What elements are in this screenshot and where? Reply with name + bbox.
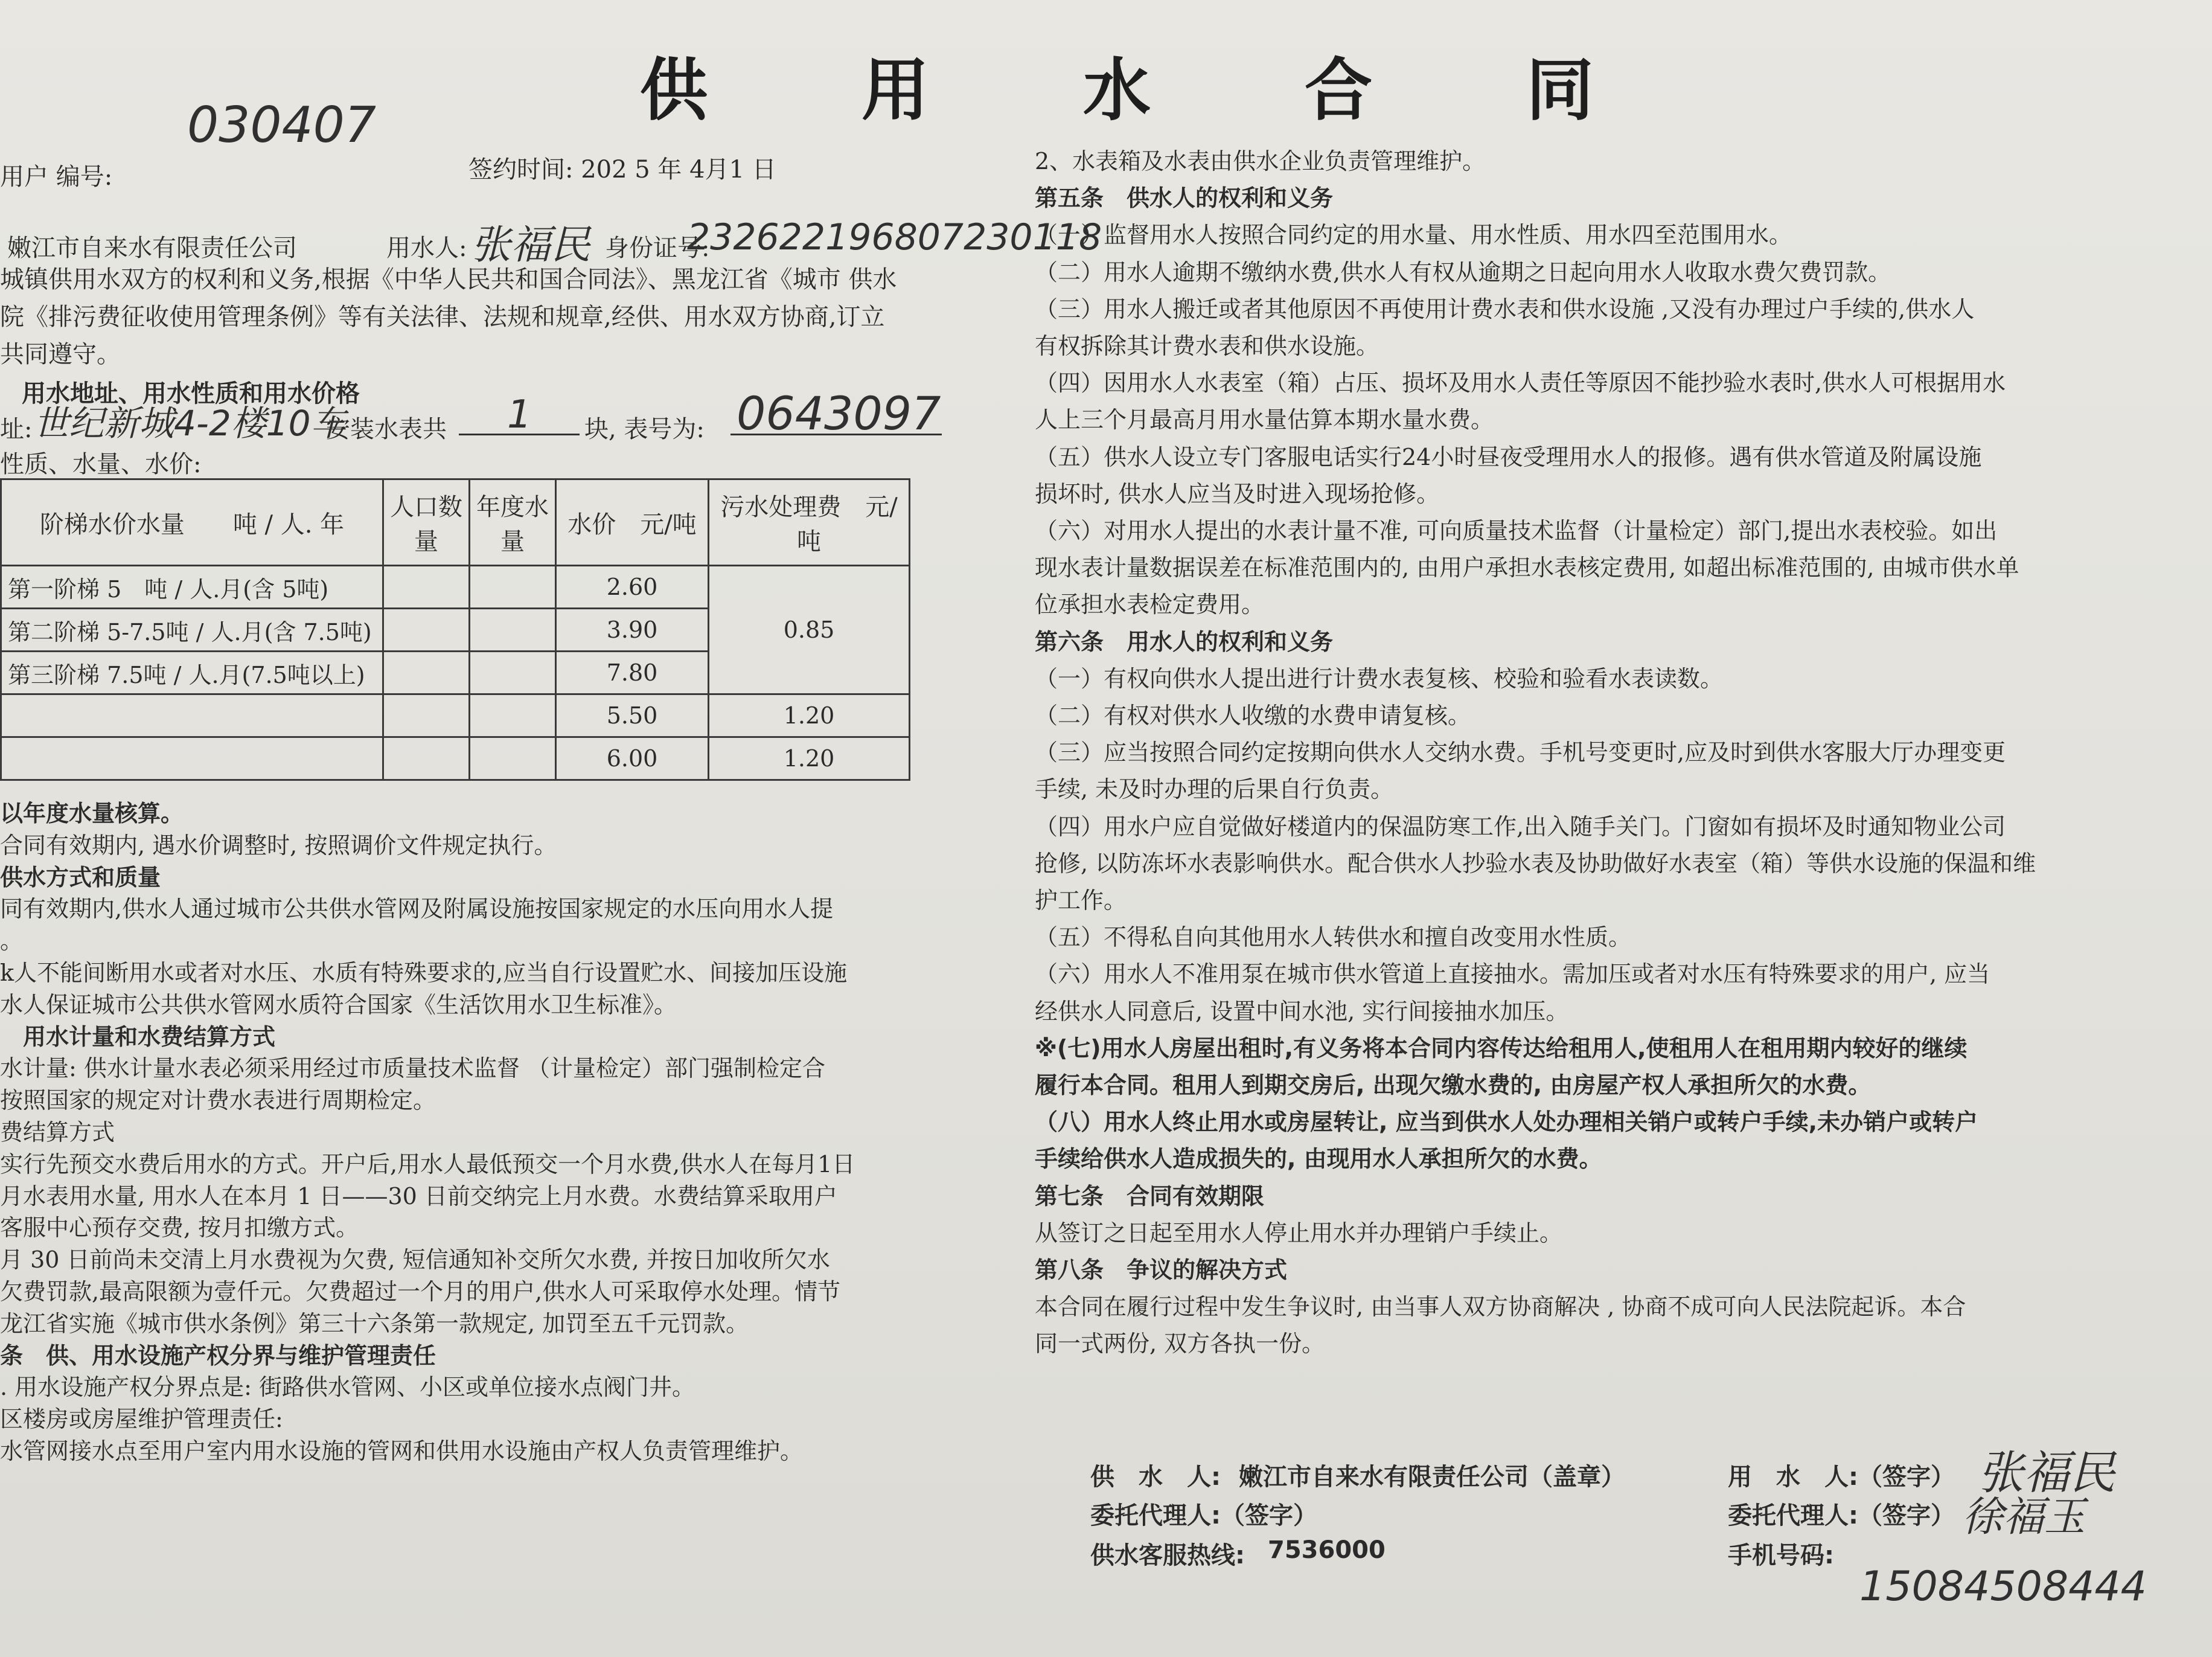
phone-handwritten: 15084508444 [1859,1563,2147,1611]
hotline-number: 7536000 [1268,1536,1386,1564]
id-number-handwritten: 232622196807230118 [687,216,1102,258]
clause-line: . 用水设施产权分界点是: 街路供水管网、小区或单位接水点阀门井。 [0,1374,695,1401]
meter-count-handwritten: 1 [507,393,532,437]
table-row [1,694,910,737]
clause-line: 月 30 日前尚未交清上月水费视为欠费, 短信通知补交所欠水费, 并按日加收所欠水 [0,1246,830,1274]
tier-cell: 第二阶梯 5-7.5吨 / 人.月(含 7.5吨) [1,609,383,652]
meter-number-label: 块, 表号为: [584,415,705,443]
phone-label: 手机号码: [1728,1542,1834,1569]
supplier-value: 嫩江市自来水有限责任公司（盖章） [1239,1463,1625,1491]
intro-line: 共同遵守。 [0,341,121,368]
clause-heading: 履行本合同。租用人到期交房后, 出现欠缴水费的, 由房屋产权人承担所欠的水费。 [1035,1072,1872,1098]
clause-line: （一）有权向供水人提出进行计费水表复核、校验和验看水表读数。 [1035,665,1724,692]
user-name-handwritten: 张福民 [471,222,590,268]
clause-line: （二）有权对供水人收缴的水费申请复核。 [1035,702,1471,729]
clause-line: 龙江省实施《城市供水条例》第三十六条第一款规定, 加罚至五千元罚款。 [0,1310,749,1337]
user-label: 用水人: [386,234,467,262]
price-cell: 2.60 [556,566,709,609]
user-number-label: 用户 编号: [0,163,113,191]
clause-line: 水人保证城市公共供水管网水质符合国家《生活饮用水卫生标准》。 [0,991,677,1018]
clause-line: 损坏时, 供水人应当及时进入现场抢修。 [1035,480,1440,507]
clause-line: 区楼房或房屋维护管理责任: [0,1406,283,1433]
clause-heading: 以年度水量核算。 [0,800,184,827]
clause-line: 同有效期内,供水人通过城市公共供水管网及附属设施按国家规定的水压向用水人提 [0,896,834,923]
clause-heading: 条 供、用水设施产权分界与维护管理责任 [0,1342,436,1369]
id-label: 身份证号: [605,234,710,262]
clause-line: 水计量: 供水计量水表必须采用经过市质量技术监督 （计量检定）部门强制检定合 [0,1055,825,1082]
population-cell [383,652,470,694]
price-cell: 7.80 [556,652,709,694]
clause-line: （六）对用水人提出的水表计量不准, 可向质量技术监督（计量检定）部门,提出水表校验。如出 [1035,518,1998,544]
table-header: 人口数量 [383,479,470,566]
population-cell [383,566,470,609]
supplier-agent-label: 委托代理人:（签字） [1090,1502,1317,1530]
page-title: 供 用 水 合 同 [640,51,1659,130]
meter-number-handwritten: 0643097 [737,386,941,440]
clause-line: 护工作。 [1035,887,1127,914]
nature-label: 性质、水量、水价: [0,450,202,478]
population-cell [383,694,470,737]
clause-line: 抢修, 以防冻坏水表影响供水。配合供水人抄验水表及协助做好水表室（箱）等供水设施的保温和维 [1035,850,2036,877]
clause-heading: ※(七)用水人房屋出租时,有义务将本合同内容传达给租用人,使租用人在租用期内较好的继续 [1035,1034,1967,1062]
clause-heading: 供水方式和质量 [0,864,161,891]
price-cell: 6.00 [556,737,709,780]
tier-cell [1,694,383,737]
price-cell: 3.90 [556,609,709,652]
user-agent-signature-handwritten: 徐福玉 [1962,1493,2086,1541]
sewage-cell: 0.85 [709,566,910,694]
sewage-cell: 1.20 [709,737,910,780]
supplier-label: 供 水 人: [1090,1463,1221,1491]
clause-heading: 第六条 用水人的权利和义务 [1035,628,1334,655]
intro-line: 院《排污费征收使用管理条例》等有关法律、法规和规章,经供、用水双方协商,订立 [0,303,885,331]
clause-line: 合同有效期内, 遇水价调整时, 按照调价文件规定执行。 [0,832,557,859]
clause-line: 同一式两份, 双方各执一份。 [1035,1330,1325,1357]
table-row [1,566,910,609]
clause-line: 从签订之日起至用水人停止用水并办理销户手续止。 [1035,1219,1563,1246]
address-handwritten: 世纪新城4-2楼10车 [34,403,346,444]
clause-line: （六）用水人不准用泵在城市供水管道上直接抽水。需加压或者对水压有特殊要求的用户, 应当 [1035,961,1990,988]
clause-line: 月水表用水量, 用水人在本月 1 日——30 日前交纳完上月水费。水费结算采取用户 [0,1182,837,1210]
clause-line: k人不能间断用水或者对水压、水质有特殊要求的,应当自行设置贮水、间接加压设施 [0,960,848,986]
table-header: 污水处理费 元/吨 [709,479,910,566]
clause-line: 本合同在履行过程中发生争议时, 由当事人双方协商解决 , 协商不成可向人民法院起诉。本合 [1035,1293,1966,1321]
clause-line: 人上三个月最高月用水量估算本期水量水费。 [1035,406,1494,434]
clause-heading: 第五条 供水人的权利和义务 [1035,185,1334,212]
user-agent-label: 委托代理人:（签字） [1728,1502,1955,1530]
company-name: 嫩江市自来水有限责任公司 [7,234,297,262]
population-cell [383,609,470,652]
user-signature-handwritten: 张福民 [1978,1446,2115,1499]
clause-line: 。 [0,928,24,955]
clause-heading: （八）用水人终止用水或房屋转让, 应当到供水人处办理相关销户或转户手续,未办销户或转户 [1035,1109,1978,1136]
clause-line: （四）因用水人水表室（箱）占压、损坏及用水人责任等原因不能抄验水表时,供水人可根据用水 [1035,370,2006,397]
annual-volume-cell [470,737,556,780]
clause-line: 水管网接水点至用户室内用水设施的管网和供用水设施由产权人负责管理维护。 [0,1438,804,1464]
table-row [1,737,910,780]
clause-line: （三）应当按照合同约定按期向供水人交纳水费。手机号变更时,应及时到供水客服大厅办理变更 [1035,739,2006,766]
clause-line: 现水表计量数据误差在标准范围内的, 由用户承担水表核定费用, 如超出标准范围的, 由城市供水单 [1035,554,2019,582]
annual-volume-cell [470,566,556,609]
clause-line: 按照国家的规定对计费水表进行周期检定。 [0,1087,436,1114]
clause-line: （一）监督用水人按照合同约定的用水量、用水性质、用水四至范围用水。 [1035,222,1792,249]
clause-line: 手续, 未及时办理的后果自行负责。 [1035,776,1394,803]
table-header-row [1,479,910,566]
clause-line: （三）用水人搬迁或者其他原因不再使用计费水表和供水设施 ,又没有办理过户手续的,供水人 [1035,295,1975,322]
clause-line: 2、水表箱及水表由供水企业负责管理维护。 [1035,148,1486,175]
price-cell: 5.50 [556,694,709,737]
tier-cell: 第一阶梯 5 吨 / 人.月(含 5吨) [1,566,383,609]
clause-line: （五）不得私自向其他用水人转供水和擅自改变用水性质。 [1035,924,1632,951]
clause-line: 有权拆除其计费水表和供水设施。 [1035,333,1379,359]
meter-count-label: 安装水表共 [326,415,447,443]
population-cell [383,737,470,780]
clause-heading: 第七条 合同有效期限 [1035,1182,1265,1210]
clause-line: 客服中心预存交费, 按月扣缴方式。 [0,1214,359,1242]
clause-line: 经供水人同意后, 设置中间水池, 实行间接抽水加压。 [1035,998,1569,1025]
user-sign-label: 用 水 人:（签字） [1728,1463,1955,1491]
price-table [0,478,910,781]
tier-cell [1,737,383,780]
clause-line: （五）供水人设立专门客服电话实行24小时昼夜受理用水人的报修。遇有供水管道及附属设施 [1035,443,1982,470]
table-header: 水价 元/吨 [556,479,709,566]
clause-line: （二）用水人逾期不缴纳水费,供水人有权从逾期之日起向用水人收取水费欠费罚款。 [1035,258,1891,286]
clause-heading: 第八条 争议的解决方式 [1035,1257,1288,1283]
sewage-cell: 1.20 [709,694,910,737]
sign-date: 签约时间: 202 5 年 4月1 日 [468,156,776,184]
annual-volume-cell [470,652,556,694]
clause-heading: 手续给供水人造成损失的, 由现用水人承担所欠的水费。 [1035,1146,1602,1173]
intro-line: 城镇供用水双方的权利和义务,根据《中华人民共和国合同法》、黑龙江省《城市 供水 [0,266,897,293]
clause-line: 费结算方式 [0,1119,115,1146]
clause-line: （四）用水户应自觉做好楼道内的保温防寒工作,出入随手关门。门窗如有损坏及时通知物业公司 [1035,813,2006,840]
clause-line: 位承担水表检定费用。 [1035,591,1265,618]
clause-heading: 用水计量和水费结算方式 [0,1023,276,1050]
contract-number-handwritten: 030407 [187,97,377,154]
table-header: 年度水量 [470,479,556,566]
clause-line: 实行先预交水费后用水的方式。开户后,用水人最低预交一个月水费,供水人在每月1日 [0,1150,855,1178]
clause-line: 欠费罚款,最高限额为壹仟元。欠费超过一个月的用户,供水人可采取停水处理。情节 [0,1278,841,1305]
annual-volume-cell [470,609,556,652]
section-1-title: 用水地址、用水性质和用水价格 [22,380,360,408]
annual-volume-cell [470,694,556,737]
table-header: 阶梯水价水量 吨 / 人. 年 [1,479,383,566]
hotline-label: 供水客服热线: [1090,1542,1245,1569]
tier-cell: 第三阶梯 7.5吨 / 人.月(7.5吨以上) [1,652,383,694]
address-label: 址: [0,415,33,443]
